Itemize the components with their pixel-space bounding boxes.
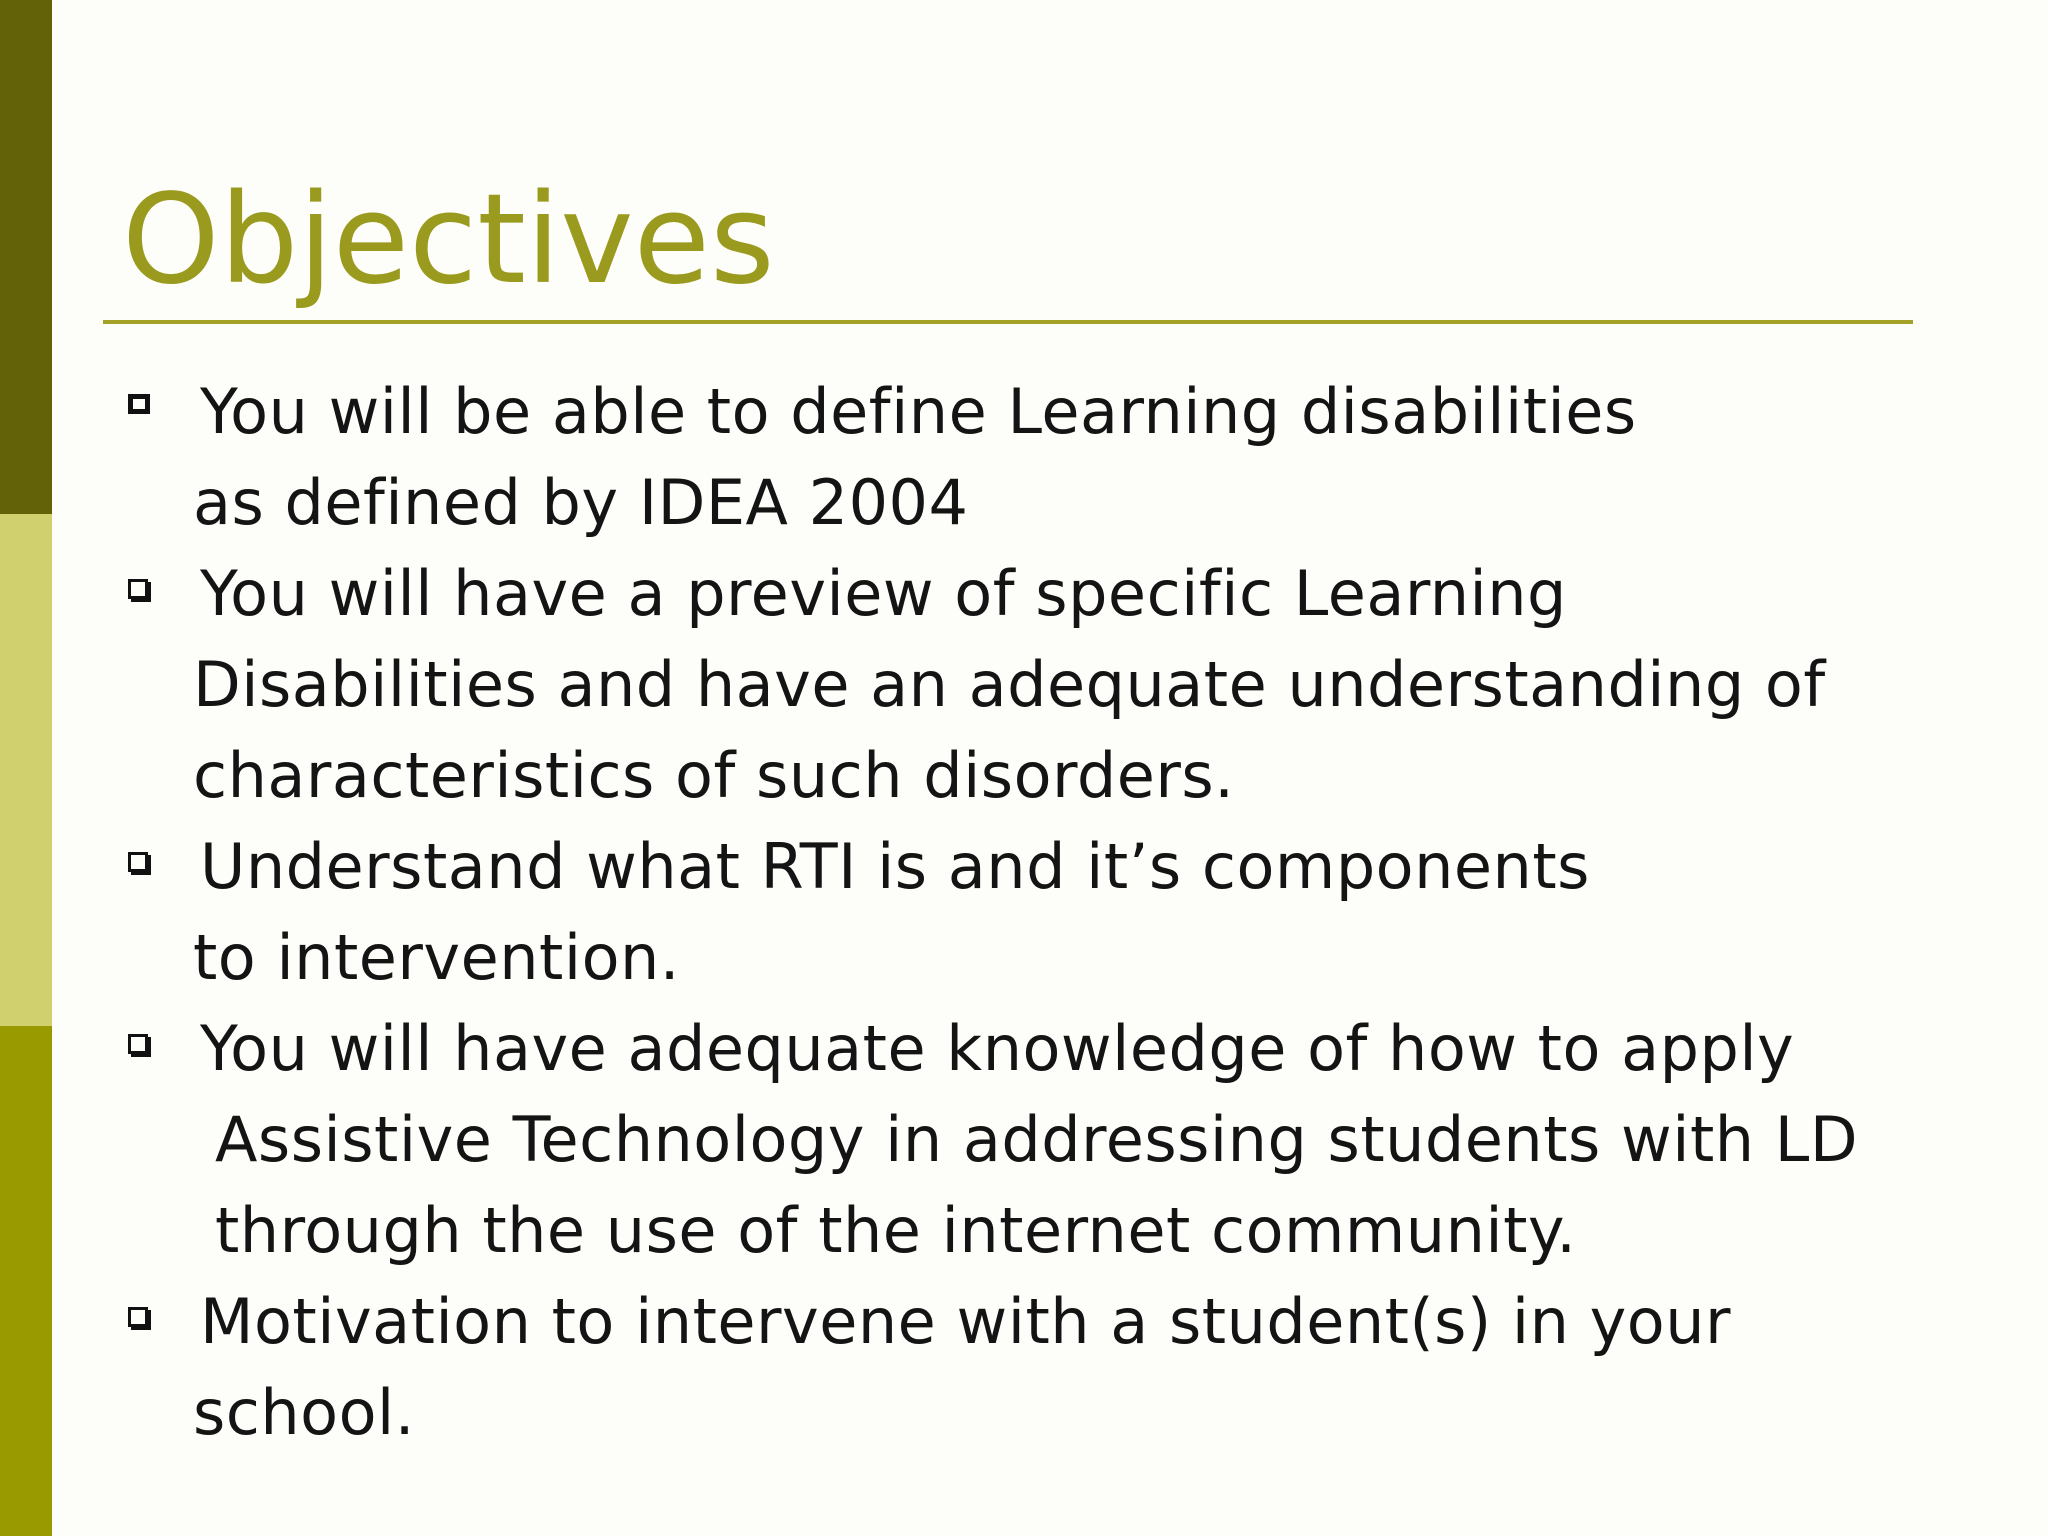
objective-item <box>0 821 1858 1003</box>
square-bullet-icon <box>128 394 150 414</box>
objective-text-continuation: Disabilities and have an adequate understanding of <box>193 648 1826 721</box>
square-bullet-icon <box>128 1307 148 1327</box>
objective-text: You will be able to define Learning disabilities <box>200 375 1637 448</box>
objective-text: Motivation to intervene with a student(s) in your <box>200 1285 1731 1358</box>
objectives-list <box>0 366 1858 1458</box>
square-bullet-icon <box>128 852 148 872</box>
objective-item <box>0 548 1858 821</box>
title-underline <box>103 320 1913 324</box>
objective-text: You will have a preview of specific Learning <box>200 557 1567 630</box>
objective-text-continuation: as defined by IDEA 2004 <box>193 466 969 539</box>
objective-item <box>0 366 1858 548</box>
objective-text-continuation: through the use of the internet community. <box>215 1194 1577 1267</box>
objective-text: You will have adequate knowledge of how to apply <box>200 1012 1795 1085</box>
objective-text-continuation: characteristics of such disorders. <box>193 739 1235 812</box>
objective-text-continuation: Assistive Technology in addressing students with LD <box>215 1103 1859 1176</box>
square-bullet-icon <box>128 579 148 599</box>
square-bullet-icon <box>128 1034 148 1054</box>
slide-title: Objectives <box>122 168 775 312</box>
objective-item <box>0 1276 1858 1458</box>
objective-item <box>0 1003 1858 1276</box>
objective-text-continuation: to intervention. <box>193 921 681 994</box>
objective-text: Understand what RTI is and it’s components <box>200 830 1590 903</box>
objective-text-continuation: school. <box>193 1376 415 1449</box>
